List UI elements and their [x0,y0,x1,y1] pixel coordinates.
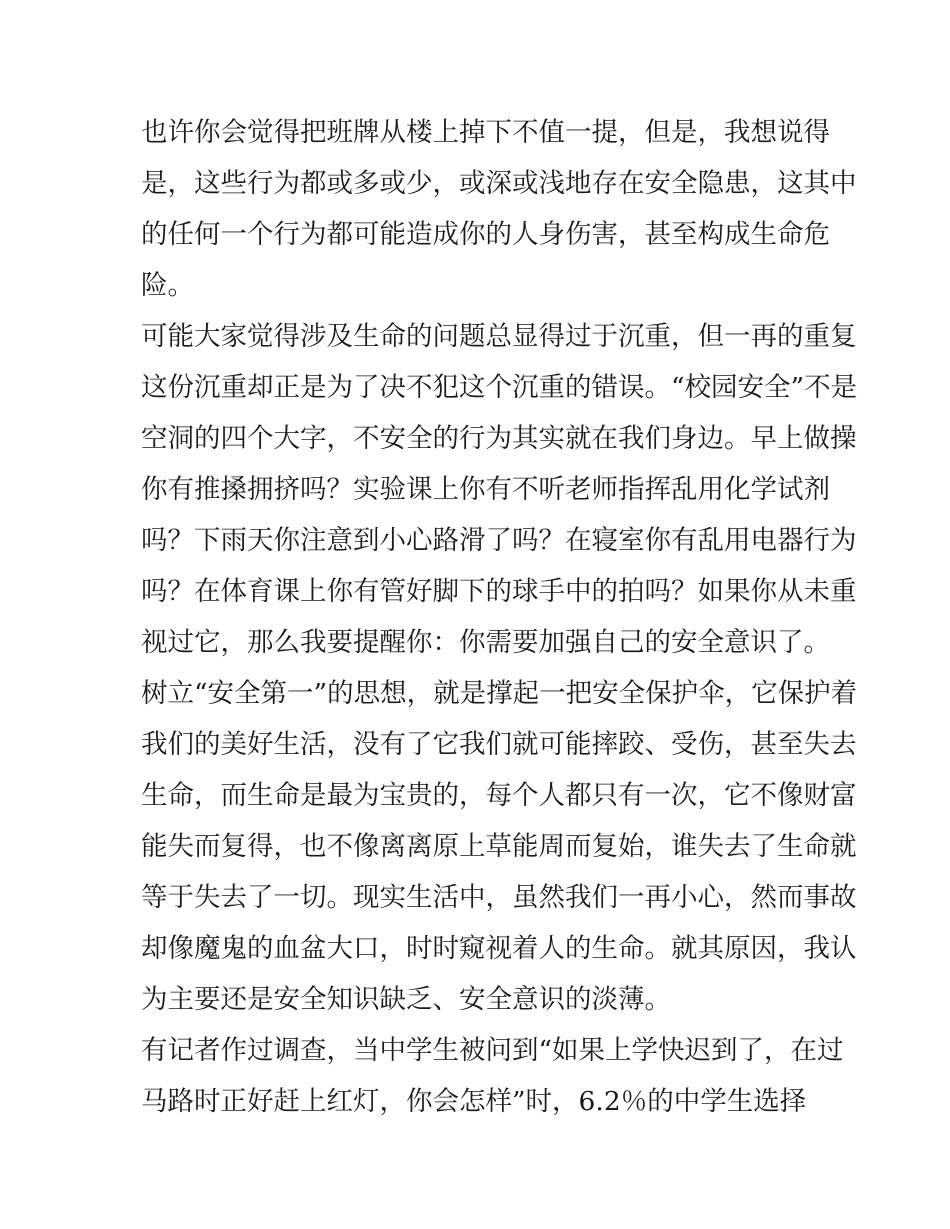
paragraph-2 [141,311,858,668]
paragraph-4 [141,1025,844,1127]
text-line: 视过它，那么我要提醒你：你需要加强自己的安全意识了。 [141,627,830,658]
text-line: 空洞的四个大字，不安全的行为其实就在我们身边。早上做操 [141,423,857,454]
text-line: 是，这些行为都或多或少，或深或浅地存在安全隐患，这其中 [141,168,857,199]
paragraph-1 [141,107,857,311]
document-body [141,107,858,1127]
text-line: 的任何一个行为都可能造成你的人身伤害，甚至构成生命危 [141,219,830,250]
text-line: 生命，而生命是最为宝贵的，每个人都只有一次，它不像财富 [141,780,857,811]
text-line: 险。 [141,270,194,301]
text-line: 树立“安全第一”的思想，就是撑起一把安全保护伞，它保护着 [141,678,858,709]
text-line: 你有推搡拥挤吗？实验课上你有不听老师指挥乱用化学试剂 [141,474,830,505]
text-line: 也许你会觉得把班牌从楼上掉下不值一提，但是，我想说得 [141,117,830,148]
text-line: 有记者作过调查，当中学生被问到“如果上学快迟到了，在过 [141,1035,844,1066]
text-line: 可能大家觉得涉及生命的问题总显得过于沉重，但一再的重复 [141,321,857,352]
text-line: 等于失去了一切。现实生活中，虽然我们一再小心，然而事故 [141,882,857,913]
text-line: 马路时正好赶上红灯，你会怎样”时，6.2％的中学生选择 [141,1086,807,1117]
text-line: 吗？在体育课上你有管好脚下的球手中的拍吗？如果你从未重 [141,576,857,607]
text-line: 这份沉重却正是为了决不犯这个沉重的错误。“校园安全”不是 [141,372,858,403]
text-line: 我们的美好生活，没有了它我们就可能摔跤、受伤，甚至失去 [141,729,857,760]
text-line: 却像魔鬼的血盆大口，时时窥视着人的生命。就其原因，我认 [141,933,857,964]
text-line: 能失而复得，也不像离离原上草能周而复始，谁失去了生命就 [141,831,857,862]
text-line: 为主要还是安全知识缺乏、安全意识的淡薄。 [141,984,671,1015]
text-line: 吗？下雨天你注意到小心路滑了吗？在寝室你有乱用电器行为 [141,525,857,556]
paragraph-3 [141,668,858,1025]
